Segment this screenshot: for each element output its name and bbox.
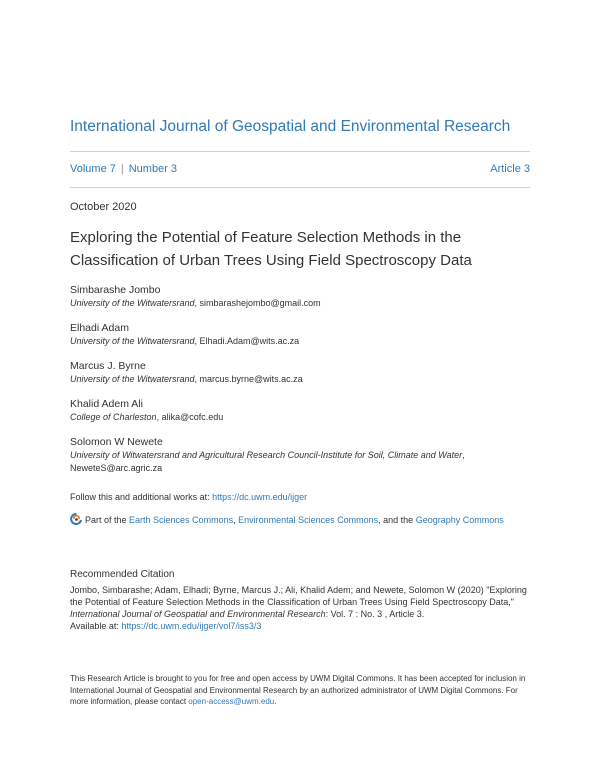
separator: |	[120, 163, 124, 175]
notice-end: .	[274, 697, 277, 706]
environmental-sciences-commons-link[interactable]: Environmental Sciences Commons	[238, 515, 379, 525]
recommended-citation-heading: Recommended Citation	[70, 569, 175, 580]
author-name: Simbarashe Jombo	[70, 284, 161, 296]
access-notice	[70, 673, 530, 708]
divider-top	[70, 151, 530, 152]
citation-authors: Jombo, Simbarashe; Adam, Elhadi; Byrne, Marcus J.; Ali, Khalid Adem; and Newete, Solomon W (2020) "Exploring the Potential of Feature Selection Methods in the Classification of Urban Trees Using Field Spectroscopy Data,"	[70, 585, 527, 607]
follow-line	[70, 492, 307, 502]
author-name: Marcus J. Byrne	[70, 360, 146, 372]
author-block	[70, 321, 530, 348]
author-name: Solomon W Newete	[70, 436, 163, 448]
author-email: NeweteS@arc.agric.za	[70, 463, 163, 473]
author-institution: University of the Witwatersrand	[70, 336, 195, 346]
author-email: marcus.byrne@wits.ac.za	[199, 374, 303, 384]
journal-title[interactable]: International Journal of Geospatial and Environmental Research	[70, 118, 511, 135]
author-block	[70, 359, 530, 386]
author-affiliation: University of the Witwatersrand, simbarashejombo@gmail.com	[70, 298, 321, 308]
author-list	[70, 283, 530, 486]
part-of-prefix: Part of the	[85, 515, 130, 525]
author-email: alika@cofc.edu	[161, 412, 224, 422]
citation-volume: : Vol. 7 : No. 3 , Article 3.	[325, 609, 425, 619]
author-block	[70, 435, 530, 475]
article-url-link[interactable]: https://dc.uwm.edu/ijger/vol7/iss3/3	[121, 621, 262, 631]
geography-commons-link[interactable]: Geography Commons	[415, 515, 504, 525]
author-affiliation: College of Charleston, alika@cofc.edu	[70, 412, 224, 422]
author-name: Elhadi Adam	[70, 322, 129, 334]
publication-date: October 2020	[70, 201, 137, 213]
divider-bottom	[70, 187, 530, 188]
author-email: simbarashejombo@gmail.com	[199, 298, 321, 308]
author-affiliation: University of the Witwatersrand, Elhadi.Adam@wits.ac.za	[70, 336, 300, 346]
contact-email-link[interactable]: open-access@uwm.edu	[188, 697, 275, 706]
author-block	[70, 283, 530, 310]
collection-link[interactable]: https://dc.uwm.edu/ijger	[212, 492, 308, 502]
author-name: Khalid Adem Ali	[70, 398, 143, 410]
part-of-separator: ,	[233, 515, 239, 525]
author-email: Elhadi.Adam@wits.ac.za	[199, 336, 300, 346]
part-of-separator: , and the	[378, 515, 416, 525]
article-link[interactable]: Article 3	[490, 163, 530, 175]
author-affiliation: University of Witwatersrand and Agricultural Research Council-Institute for Soil, Climate and Water, NeweteS@arc.agric.za	[70, 450, 465, 473]
earth-sciences-commons-link[interactable]: Earth Sciences Commons	[129, 515, 234, 525]
commons-network-icon	[70, 513, 83, 525]
paper-title: Exploring the Potential of Feature Selection Methods in the Classification of Urban Trees Using Field Spectroscopy Data	[70, 229, 472, 269]
volume-row	[70, 163, 530, 175]
follow-text: Follow this and additional works at:	[70, 492, 213, 502]
author-institution: College of Charleston	[70, 412, 157, 422]
part-of-line	[70, 512, 530, 528]
citation-text	[70, 584, 530, 632]
author-institution: University of the Witwatersrand	[70, 374, 195, 384]
author-institution: University of the Witwatersrand	[70, 298, 195, 308]
author-institution: University of Witwatersrand and Agricultural Research Council-Institute for Soil, Climate and Water	[70, 450, 463, 460]
notice-text: This Research Article is brought to you for free and open access by UWM Digital Commons. It has been accepted for inclusion in International Journal of Geospatial and Environmental Research by an authorized administrator of UWM Digital Commons. For more information, please contact	[70, 674, 526, 706]
author-affiliation: University of the Witwatersrand, marcus.byrne@wits.ac.za	[70, 374, 303, 384]
author-block	[70, 397, 530, 424]
volume-link[interactable]: Volume 7	[70, 163, 116, 175]
citation-journal: International Journal of Geospatial and Environmental Research	[70, 609, 326, 619]
number-link[interactable]: Number 3	[128, 163, 178, 175]
available-label: Available at:	[70, 621, 122, 631]
